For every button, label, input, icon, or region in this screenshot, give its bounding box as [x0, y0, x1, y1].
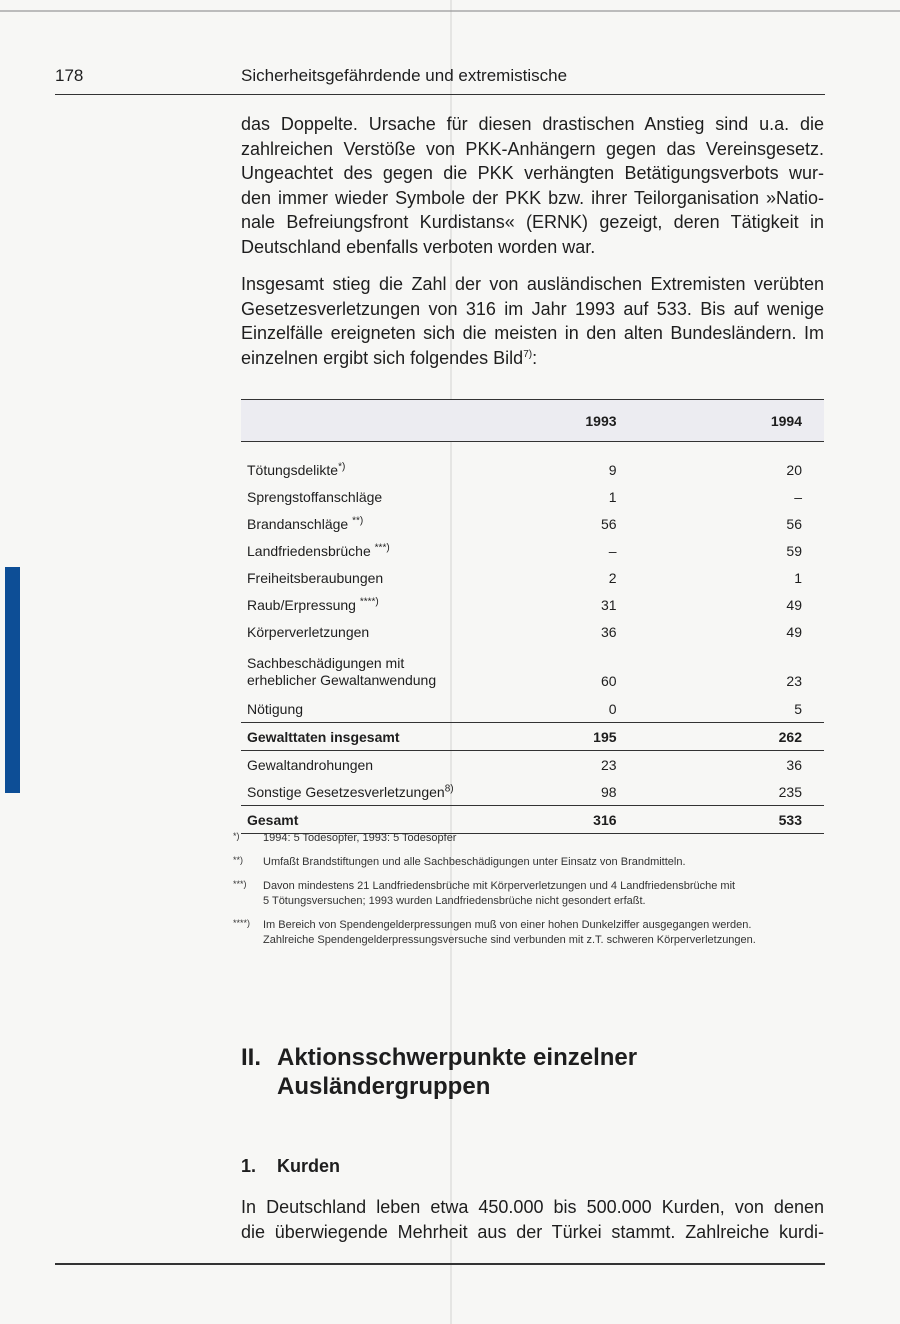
blue-margin-marker [5, 567, 20, 793]
value-1993: 9 [608, 461, 617, 478]
section-title-line2: Ausländergruppen [277, 1073, 491, 1100]
table-row [241, 778, 824, 806]
row-label: Brandanschläge [247, 515, 353, 532]
table-row [241, 618, 824, 645]
text-line: die überwiegende Mehrheit aus der Türkei stammt. Zahlreiche kurdi- [241, 1221, 824, 1242]
footnote-mark: **) [352, 514, 364, 526]
row-label: Sprengstoffanschläge [247, 488, 383, 505]
table-subtotal-row [241, 723, 824, 751]
bottom-rule [55, 1263, 825, 1265]
text-line: zahlreichen Verstöße von PKK-Anhängern gegen das Vereinsgesetz. [241, 138, 824, 159]
table-row [241, 564, 824, 591]
subsection-number: 1. [241, 1156, 257, 1176]
text-line: Gesetzesverletzungen von 316 im Jahr 1993 auf 533. Bis auf wenige [241, 298, 824, 319]
row-label-line2: erheblicher Gewaltanwendung [247, 672, 437, 688]
value-1993: 195 [494, 723, 617, 751]
value-1994: 20 [786, 461, 802, 478]
table-footnotes [233, 831, 825, 957]
footnote [233, 855, 825, 870]
paragraph-2 [241, 272, 824, 370]
table-row [241, 456, 824, 483]
row-label: Körperverletzungen [247, 623, 370, 640]
footnote [233, 918, 825, 948]
value-1993: 36 [600, 623, 617, 640]
value-1993: 23 [600, 756, 617, 773]
text-line-end: : [532, 347, 538, 368]
text-line: Einzelfälle ereigneten sich die meisten in den alten Bundesländern. Im [241, 323, 824, 344]
footnote-mark: ****) [233, 918, 251, 928]
value-1993: – [608, 542, 617, 559]
text-line: das Doppelte. Ursache für diesen drastischen Anstieg sind u.a. die [241, 114, 824, 134]
text-line: nale Befreiungsfront Kurdistans« (ERNK) gezeigt, deren Tätigkeit in [241, 212, 824, 233]
footnote-text: 1994: 5 Todesopfer, 1993: 5 Todesopfer [263, 832, 457, 844]
paragraph-1 [241, 112, 824, 260]
footnote-mark: *) [233, 831, 240, 841]
text-line: Deutschland ebenfalls verboten worden war. [241, 236, 596, 257]
row-label: Landfriedensbrüche [247, 542, 375, 559]
value-1994: 235 [778, 783, 802, 800]
footnote-mark: **) [233, 855, 244, 865]
table-row [241, 537, 824, 564]
paragraph-3 [241, 1195, 824, 1244]
col-header-1994: 1994 [770, 412, 802, 429]
table-total-row [241, 806, 824, 834]
text-line: den immer wieder Symbole der PKK bzw. ihrer Teilorganisation »Natio- [241, 187, 824, 208]
text-line: Insgesamt stieg die Zahl der von ausländischen Extremisten verübten [241, 274, 824, 294]
section-number: II. [241, 1044, 262, 1071]
text-line [241, 346, 824, 371]
footnote-text: Zahlreiche Spendengelderpressungsversuche sind verbunden mit z.T. schweren Körperverletzungen. [263, 934, 756, 946]
row-label: Nötigung [247, 700, 304, 717]
footnote [233, 879, 825, 909]
running-header [55, 66, 825, 95]
footnote [233, 831, 825, 846]
text-line: Ungeachtet des gegen die PKK verhängten Betätigungsverbots wur- [241, 163, 824, 184]
offence-statistics-table [241, 399, 824, 834]
row-label: Gewaltandrohungen [247, 756, 374, 773]
table-row [241, 510, 824, 537]
row-label: Freiheitsberaubungen [247, 569, 384, 586]
value-1993: 31 [600, 596, 617, 613]
row-label: Raub/Erpressung [247, 596, 360, 613]
text-line-content: einzelnen ergibt sich folgendes Bild [241, 347, 524, 368]
value-1994: 59 [786, 542, 802, 559]
table-row [241, 645, 824, 695]
col-header-1993: 1993 [585, 412, 617, 429]
value-1994: 49 [786, 596, 802, 613]
value-1993: 0 [608, 700, 617, 717]
value-1994: 56 [786, 515, 802, 532]
footnote-text: 5 Tötungsversuchen; 1993 wurden Landfriedensbrüche nicht gesondert erfaßt. [263, 895, 646, 907]
value-1994: 262 [617, 723, 824, 751]
row-label: Sonstige Gesetzesverletzungen [247, 783, 445, 800]
value-1993: 1 [608, 488, 617, 505]
table-row [241, 695, 824, 723]
value-1994: 1 [794, 569, 802, 586]
text-line: In Deutschland leben etwa 450.000 bis 500.000 Kurden, von denen [241, 1197, 824, 1217]
value-1993: 98 [600, 783, 617, 800]
page-number: 178 [55, 66, 84, 85]
value-1993: 56 [600, 515, 617, 532]
table-row [241, 591, 824, 618]
value-1994: 23 [786, 673, 802, 689]
footnote-text: Umfaßt Brandstiftungen und alle Sachbeschädigungen unter Einsatz von Brandmitteln. [263, 856, 686, 868]
footnote-mark: ***) [374, 541, 390, 553]
value-1993: 2 [608, 569, 617, 586]
table-row [241, 751, 824, 779]
footnote-ref-7: 7) [523, 348, 533, 360]
table-header-label [241, 400, 494, 442]
running-title: Sicherheitsgefährdende und extremistische [241, 66, 568, 85]
table-row [241, 483, 824, 510]
value-1994: 49 [786, 623, 802, 640]
footnote-mark: *) [338, 460, 346, 472]
value-1993: 316 [494, 806, 617, 834]
value-1994: 533 [617, 806, 824, 834]
row-label: Gewalttaten insgesamt [241, 723, 494, 751]
section-heading [241, 1043, 637, 1101]
subsection-heading [241, 1156, 340, 1177]
section-title-line1: Aktionsschwerpunkte einzelner [277, 1044, 638, 1071]
row-label: Gesamt [241, 806, 494, 834]
value-1994: 36 [786, 756, 802, 773]
value-1993: 60 [600, 673, 617, 689]
footnote-mark: 8) [444, 782, 454, 794]
footnote-mark: ***) [233, 879, 247, 889]
value-1994: – [794, 488, 802, 505]
footnote-text: Davon mindestens 21 Landfriedensbrüche mit Körperverletzungen und 4 Landfriedensbrüche mit [263, 880, 736, 892]
footnote-mark: ****) [359, 595, 379, 607]
footnote-text: Im Bereich von Spendengelderpressungen muß von einer hohen Dunkelziffer ausgegangen werden. [263, 919, 752, 931]
table-header-row [241, 400, 824, 442]
value-1994: 5 [794, 700, 802, 717]
row-label-line1: Sachbeschädigungen mit [247, 655, 405, 671]
subsection-title: Kurden [277, 1156, 340, 1176]
row-label: Tötungsdelikte [247, 461, 339, 478]
